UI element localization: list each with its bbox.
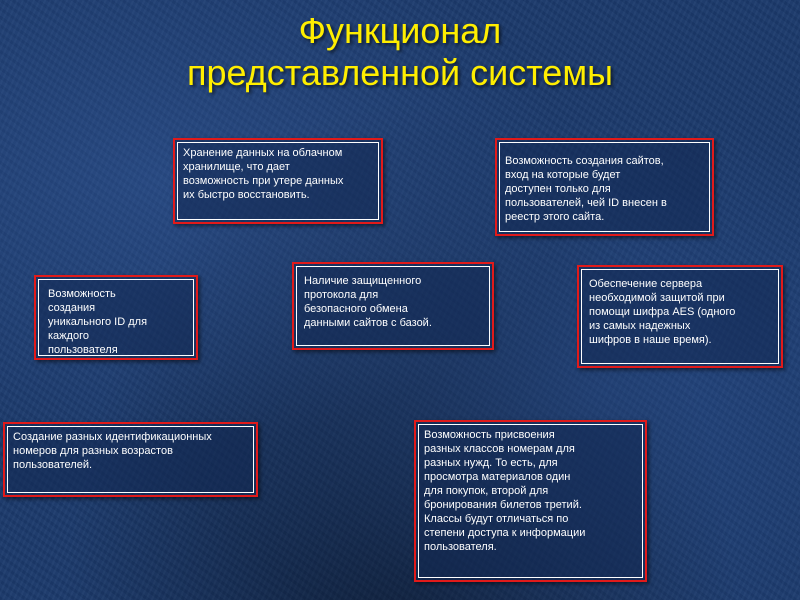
feature-card-text: Возможность присвоения разных классов номерам для разных нужд. То есть, для просмотра материалов один для покупок, второй для бронирования билетов третий. Классы будут отличаться по степени доступа к информации пользователя. [424,429,586,553]
feature-card-text: Возможность создания сайтов, вход на которые будет доступен только для пользователей, чей ID внесен в реестр этого сайта. [505,155,667,223]
feature-card-age-ids [3,422,258,497]
feature-card-aes-encryption [577,265,783,368]
feature-card-id-classes [414,420,647,582]
feature-card-text: Хранение данных на облачном хранилище, что дает возможность при утере данных их быстро восстановить. [183,147,344,201]
feature-card-text: Возможность создания уникального ID для каждого пользователя [48,288,148,356]
feature-card-text: Обеспечение сервера необходимой защитой при помощи шифра AES (одного из самых надежных шифров в наше время). [589,278,736,346]
feature-card-cloud-storage [173,138,383,224]
feature-card-text: Создание разных идентификационных номеров для разных возрастов пользователей. [13,431,212,471]
feature-card-unique-id [34,275,198,360]
slide-title [0,10,800,94]
feature-card-text: Наличие защищенного протокола для безопасного обмена данными сайтов с базой. [304,275,432,329]
slide-title-line-2: представленной системы [187,52,613,93]
feature-card-secure-protocol [292,262,494,350]
feature-card-restricted-sites [495,138,714,236]
slide-title-line-1: Функционал [298,10,502,51]
